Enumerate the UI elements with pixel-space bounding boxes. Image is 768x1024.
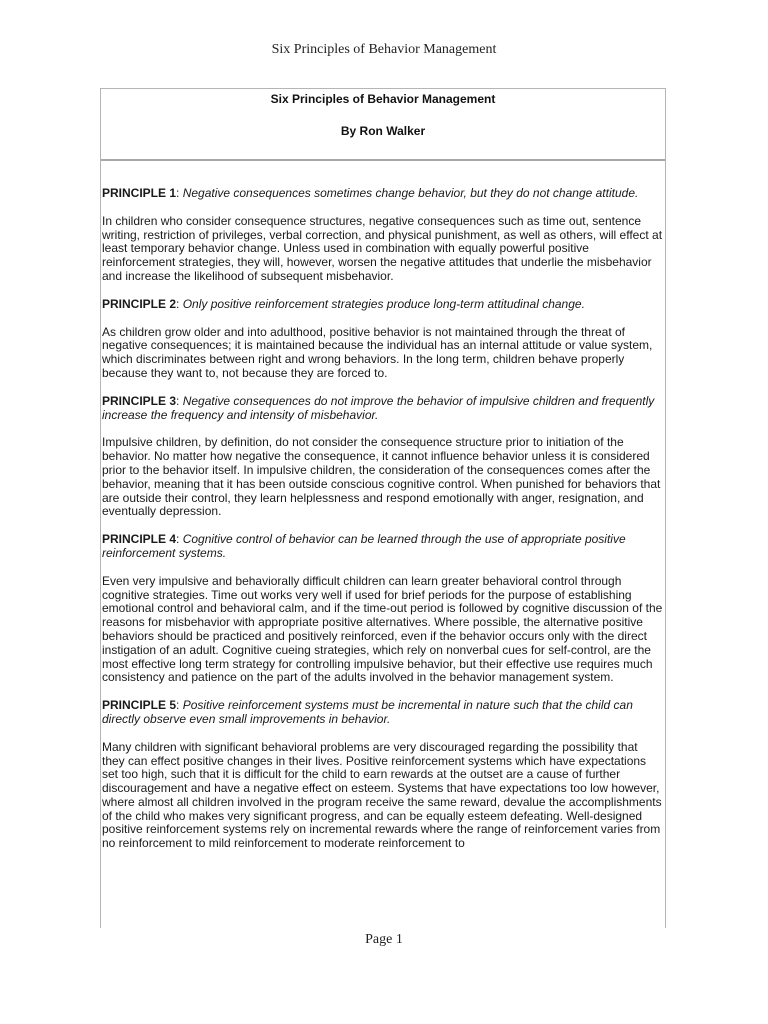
- principle-paragraph: Even very impulsive and behaviorally difficult children can learn greater behavioral control through cognitive strategies. Time out works very well if used for brief periods for the purpose of establishing emotional control and behavioral calm, and if the time-out period is followed by cognitive discussion of the reasons for misbehavior with appropriate positive alternatives. Where possible, the alternative positive behaviors should be practiced and positively reinforced, even if the behavior occurs only with the direct instigation of an adult. Cognitive cueing strategies, which rely on nonverbal cues for self-control, are the most effective long term strategy for controlling impulsive behavior, but their effective use requires much consistency and patience on the part of the adults involved in the behavior management system.: [102, 573, 663, 685]
- principle-separator: :: [176, 698, 183, 713]
- principle-label: PRINCIPLE 5: [102, 698, 177, 713]
- document-author: By Ron Walker: [340, 124, 426, 138]
- principle-statement: Negative consequences sometimes change behavior, but they do not change attitude.: [182, 186, 639, 200]
- principle-separator: :: [176, 532, 183, 547]
- principle-label: PRINCIPLE 3: [102, 393, 177, 408]
- principle-paragraph: In children who consider consequence structures, negative consequences such as time out, sentence writing, restriction of privileges, verbal correction, and physical punishment, as well as others, will effect at least temporary behavior change. Unless used in combination with equally powerful positive reinforcement strategies, they will, however, worsen the negative attitudes that underlie the misbehavior and increase the likelihood of subsequent misbehavior.: [102, 213, 663, 283]
- principle-statement: Only positive reinforcement strategies produce long-term attitudinal change.: [182, 296, 585, 311]
- document-title: Six Principles of Behavior Management: [270, 92, 496, 106]
- principle-label: PRINCIPLE 4: [102, 532, 177, 547]
- title-block: [101, 89, 665, 161]
- principle-heading: [102, 533, 663, 561]
- page-number: Page 1: [365, 932, 403, 947]
- principle-separator: :: [176, 393, 183, 408]
- principle-heading: [102, 298, 663, 312]
- principle-heading: [102, 699, 663, 727]
- principle-label: PRINCIPLE 1: [102, 186, 177, 200]
- principle-paragraph: Many children with significant behavioral problems are very discouraged regarding the possibility that they can effect positive changes in their lives. Positive reinforcement systems which have expectations set too high, such that it is difficult for the child to earn rewards at the outset are a cause of further discouragement and have a negative effect on esteem. Systems that have expectations too low however, where almost all children involved in the program receive the same reward, devalue the accomplishments of the child who makes very significant progress, and can be equally esteem defeating. Well-designed positive reinforcement systems rely on incremental rewards where the range of reinforcement varies from no reinforcement to mild reinforcement to moderate reinforcement to: [102, 739, 662, 851]
- principle-paragraph: As children grow older and into adulthood, positive behavior is not maintained through the threat of negative consequences; it is maintained because the individual has an internal attitude or value system, which discriminates between right and wrong behaviors. In the long term, children behave properly because they want to, not because they are forced to.: [102, 324, 653, 380]
- principle-statement: Cognitive control of behavior can be learned through the use of appropriate positive reinforcement systems.: [102, 532, 626, 560]
- principle-paragraph: Impulsive children, by definition, do not consider the consequence structure prior to initiation of the behavior. No matter how negative the consequence, it cannot influence behavior unless it is considered prior to the behavior itself. In impulsive children, the consideration of the consequences comes after the behavior, meaning that it has been outside conscious cognitive control. When punished for behaviors that are outside their control, they learn helplessness and respond emotionally with anger, resignation, and eventually depression.: [102, 435, 661, 519]
- principle-statement: Negative consequences do not improve the behavior of impulsive children and frequently increase the frequency and intensity of misbehavior.: [102, 393, 655, 422]
- document-body: [101, 161, 665, 851]
- principle-label: PRINCIPLE 2: [102, 296, 177, 311]
- principle-heading: [102, 187, 663, 201]
- principle-separator: :: [176, 296, 183, 311]
- principle-separator: :: [176, 186, 183, 200]
- running-header: Six Principles of Behavior Management: [271, 42, 497, 57]
- principle-statement: Positive reinforcement systems must be incremental in nature such that the child can directly observe even small improvements in behavior.: [102, 698, 633, 726]
- principle-heading: [102, 395, 663, 423]
- document-frame: [100, 88, 666, 928]
